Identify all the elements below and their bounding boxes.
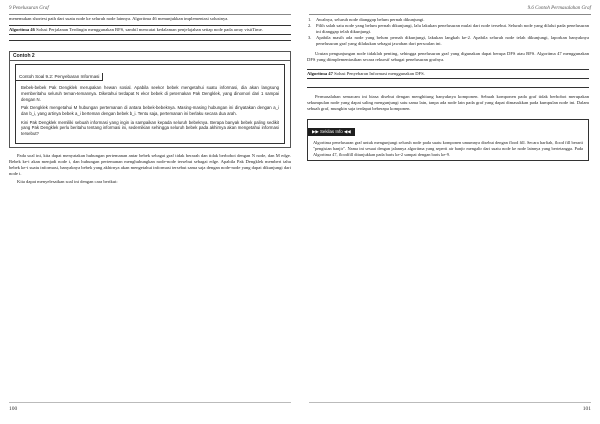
components-paragraph: Permasalahan semacam ini biasa disebut dengan menghitung banyaknya komponen. Sebuah komponen pada graf tidak berbobot merupakan sekumpulan node yang dapat saling mengunjungi satu sama lain, tanpa ada node lain pada graf yang dapat dimasukkan pada kumpulan node ini. Dalam sebuah graf, mungkin saja terdapat beberapa komponen. [307, 94, 589, 112]
algorithm-46-caption-text: Solusi Perjalanan Terdingin menggunakan BFS, sambil mencatat kedalaman penjelajahan setiap node pada array visitTime. [36, 27, 263, 32]
problem-paragraph: Bebek-bebek Pak Dengklek merupakan hewan sosial. Apabila seekor bebek mengetahui suatu informasi, dia akan langsung memberitahu seluruh teman-temannya. Diketahui terdapat N ekor bebek di peternakan Pak Dengklek, yang dinomori dari 1 sampai dengan N. [21, 85, 279, 102]
problem-paragraph: Kini Pak Dengklek memiliki sebuah informasi yang ingin ia sampaikan kepada seluruh bebeknya. Berapa banyak bebek paling sedikit yang Pak Dengklek perlu beritahu tentang informasi ini, sedemikian sehingga seluruh bebek pada akhirnya akan mengetahui informasi tersebut? [21, 119, 279, 137]
solution-steps-list [307, 17, 589, 47]
problem-statement [16, 83, 284, 137]
algorithm-47-caption-text: Solusi Penyebaran Informasi menggunakan DFS. [334, 71, 425, 76]
algorithm-47-body [307, 79, 589, 87]
right-page [300, 0, 600, 424]
problem-title-tab: Contoh Soal 9.2: Penyebaran Informasi [16, 73, 103, 81]
left-page-number: 100 [9, 406, 18, 412]
intro-paragraph: menemukan shortest path dari suatu node ke seluruh node lainnya. Algoritma 46 menunjukkan implementasi solusinya. [9, 16, 229, 21]
left-foot-rule [9, 402, 291, 403]
code-line [9, 36, 291, 39]
right-content [307, 17, 589, 161]
right-page-number: 101 [582, 406, 591, 412]
algorithm-47-label: Algoritma 47 [307, 71, 333, 76]
step-text: Pilih salah satu node yang belum pernah dikunjungi, lalu lakukan penelusuran mulai dari node tersebut. Seluruh node yang dilalui pada penelusuran ini dianggap telah dikunjungi. [316, 23, 589, 34]
solution-explanation [9, 153, 291, 185]
algorithm-46-caption [9, 26, 291, 35]
left-head-rule [9, 14, 291, 15]
info-box-text: Algoritma penelusuran graf untuk mengunjungi seluruh node pada suatu komponen umumnya disebut dengan flood fill. Secara harfiah, flood fill berarti "pengisian banjir". Nama ini sesuai dengan jalannya algoritma yang seperti air banjir mengalir dari suatu node ke node lainnya yang bertetangga. Pada Algoritma 47, floodfill ditunjukkan pada baris ke-2 sampai dengan baris ke-9. [313, 140, 583, 157]
step-number: 3. [308, 35, 312, 40]
right-running-head: 9.6 Contoh Permasalahan Graf [527, 6, 591, 11]
problem-paragraph: Pak Dengklek mengetahui M hubungan pertemanan di antara bebek-bebeknya. Masing-masing hubungan ini dinyatakan dengan a_i dan b_i, yang artinya bebek a_i berteman dengan bebek b_i. Tentu saja, pertemanan ini berlaku secara dua arah. [21, 105, 279, 116]
order-paragraph: Urutan pengunjungan node tidaklah penting, sehingga penelusuran graf yang digunakan dapat berupa DFS atau BFS. Algoritma 47 menggunakan DFS yang diimplementasikan secara rekursif sebagai penelusuran grafnya. [307, 51, 589, 62]
code-line [307, 83, 589, 86]
problem-box [15, 64, 285, 144]
example-2-box [9, 51, 291, 148]
explanation-paragraph: Pada soal ini, kita dapat menyatakan hubungan pertemanan antar bebek sebagai graf tidak berarah dan tidak berbobot dengan N node, dan M edge. Bebek ke-i akan menjadi node i, dan hubungan pertemanan menghubungkan node-node tersebut sebagai edge. Apabila Pak Dengklek memberi tahu bebek ke-i suatu informasi, banyaknya bebek yang akhirnya akan mengetahui informasi tersebut sama saja dengan node-node yang dapat dikunjungi dari node i. [9, 152, 291, 176]
algorithm-47-caption [307, 70, 589, 79]
step-text: Apabila masih ada node yang belum pernah dikunjungi, lakukan langkah ke-2. Apabila seluruh node telah dikunjungi, laporkan banyaknya penelusuran graf yang dilakukan sebagai jawaban dari persoalan ini. [316, 35, 589, 46]
explanation-paragraph: Kita dapat menyelesaikan soal ini dengan cara berikut: [17, 178, 118, 184]
step-item [307, 35, 589, 47]
algorithm-46-label: Algoritma 46 [9, 27, 35, 32]
step-text: Awalnya, seluruh node dianggap belum pernah dikunjungi. [316, 17, 425, 22]
step-number: 2. [308, 23, 312, 28]
algorithm-46-body [9, 35, 291, 40]
left-content [9, 16, 291, 187]
step-item [307, 23, 589, 35]
left-running-head: 9 Penelusuran Graf [9, 6, 49, 11]
info-box [307, 119, 589, 161]
right-head-rule [309, 14, 591, 15]
info-box-tab: ▶▶ Sekilas Info ◀◀ [308, 128, 355, 136]
right-foot-rule [309, 402, 591, 403]
step-number: 1. [308, 17, 312, 22]
algorithm-46 [9, 25, 291, 41]
example-2-heading: Contoh 2 [10, 52, 290, 61]
algorithm-47 [307, 69, 589, 88]
